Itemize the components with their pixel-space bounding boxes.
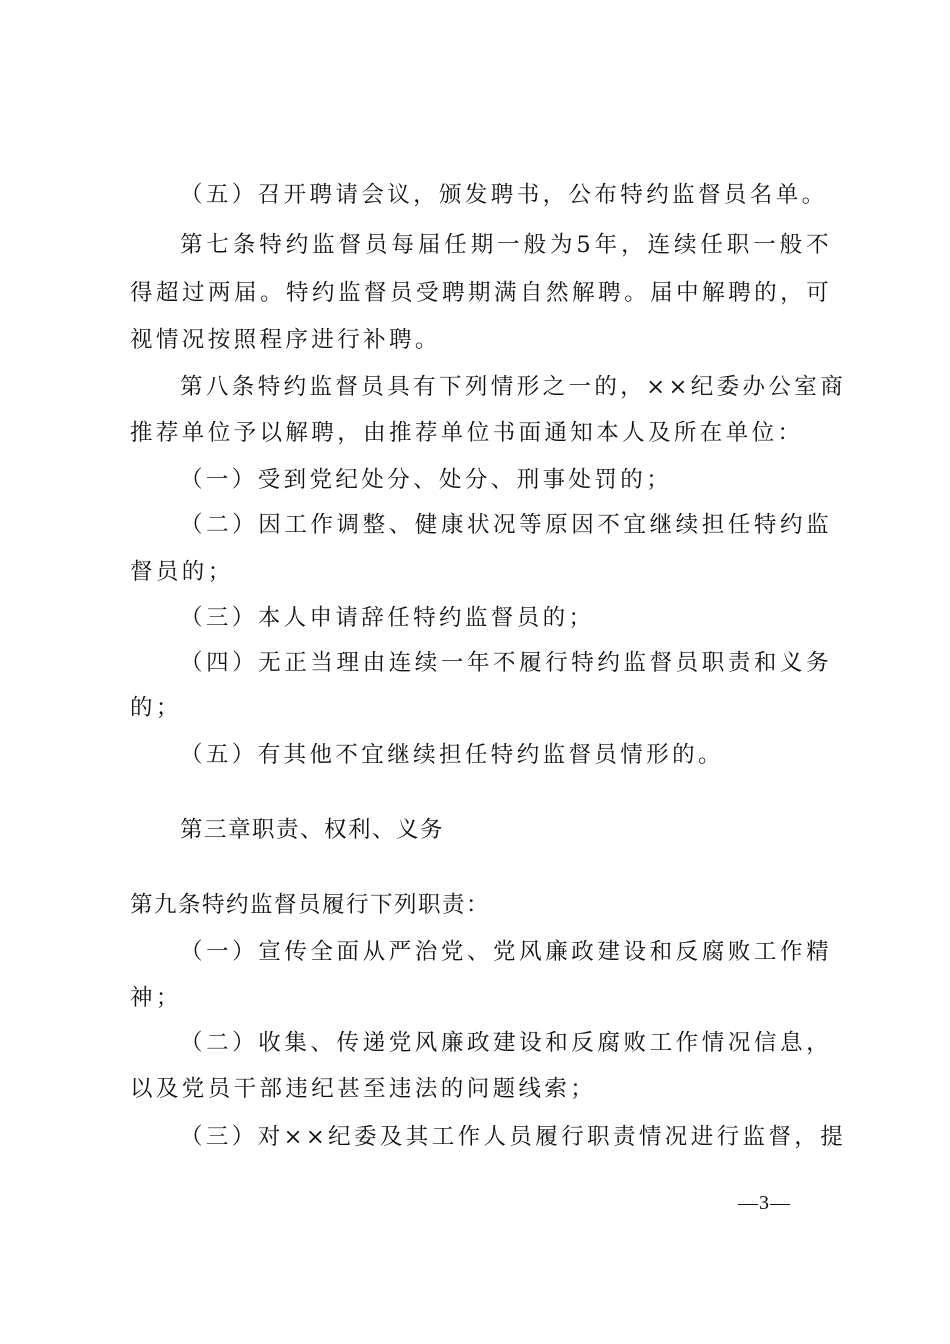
- paragraph-line: （二）收集、传递党风廉政建设和反腐败工作情况信息，: [180, 1030, 832, 1056]
- paragraph-line: （三）对××纪委及其工作人员履行职责情况进行监督，提: [180, 1124, 847, 1150]
- chapter-heading: 第三章职责、权利、义务: [180, 817, 445, 843]
- paragraph-line: （一）受到党纪处分、处分、刑事处罚的；: [180, 467, 673, 493]
- paragraph-line: （五）召开聘请会议，颁发聘书，公布特约监督员名单。: [180, 182, 828, 208]
- article-heading: 第九条特约监督员履行下列职责：: [130, 892, 491, 918]
- page-number: —3—: [738, 1192, 791, 1214]
- paragraph-line: 督员的；: [130, 559, 234, 585]
- paragraph-line: （二）因工作调整、健康状况等原因不宜继续担任特约监: [180, 512, 832, 538]
- paragraph-line: （四）无正当理由连续一年不履行特约监督员职责和义务: [180, 650, 832, 676]
- paragraph-line: 第七条特约监督员每届任期一般为5年，连续任职一般不: [180, 232, 832, 258]
- paragraph-line: （一）宣传全面从严治党、党风廉政建设和反腐败工作精: [180, 939, 832, 965]
- paragraph-line: （五）有其他不宜继续担任特约监督员情形的。: [180, 742, 724, 768]
- paragraph-line: 视情况按照程序进行补聘。: [130, 327, 441, 353]
- paragraph-line: 神；: [130, 985, 182, 1011]
- paragraph-line: 以及党员干部违纪甚至违法的问题线索；: [130, 1076, 597, 1102]
- paragraph-line: （三）本人申请辞任特约监督员的；: [180, 605, 595, 631]
- paragraph-line: 第八条特约监督员具有下列情形之一的，××纪委办公室商: [180, 374, 847, 400]
- paragraph-line: 得超过两届。特约监督员受聘期满自然解聘。届中解聘的，可: [130, 280, 832, 306]
- paragraph-line: 的；: [130, 695, 182, 721]
- paragraph-line: 推荐单位予以解聘，由推荐单位书面通知本人及所在单位：: [130, 420, 804, 446]
